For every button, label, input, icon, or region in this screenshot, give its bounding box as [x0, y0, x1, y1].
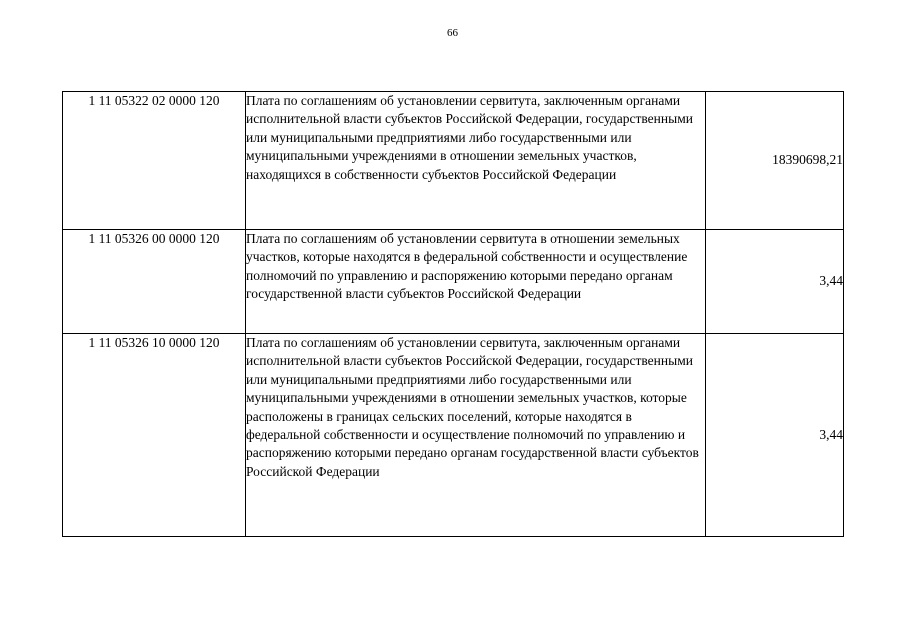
- page-number: 66: [447, 27, 458, 39]
- revenue-amount-cell: 18390698,21: [706, 92, 844, 230]
- table-row: [63, 92, 844, 230]
- revenue-description-cell: Плата по соглашениям об установлении сервитута, заключенным органами исполнительной власти субъектов Российской Федерации, государственными или муниципальными предприятиями либо государственными или муниципальными учреждениями в отношении земельных участков, находящихся в собственности субъектов Российской Федерации: [246, 92, 706, 230]
- revenue-amount-cell: 3,44: [706, 334, 844, 537]
- table-row: [63, 230, 844, 334]
- revenue-code-cell: 1 11 05326 10 0000 120: [63, 334, 246, 537]
- revenue-table: [62, 91, 844, 537]
- revenue-code-cell: 1 11 05326 00 0000 120: [63, 230, 246, 334]
- revenue-code-cell: 1 11 05322 02 0000 120: [63, 92, 246, 230]
- revenue-description-cell: Плата по соглашениям об установлении сервитута, заключенным органами исполнительной власти субъектов Российской Федерации, государственными или муниципальными предприятиями либо государственными или муниципальными учреждениями в отношении земельных участков, которые расположены в границах сельских поселений, которые находятся в федеральной собственности и осуществление полномочий по управлению и распоряжению которыми передано органам государственной власти субъектов Российской Федерации: [246, 334, 706, 537]
- table-row: [63, 334, 844, 537]
- revenue-amount-cell: 3,44: [706, 230, 844, 334]
- revenue-description-cell: Плата по соглашениям об установлении сервитута в отношении земельных участков, которые находятся в федеральной собственности и осуществление полномочий по управлению и распоряжению которыми передано органам государственной власти субъектов Российской Федерации: [246, 230, 706, 334]
